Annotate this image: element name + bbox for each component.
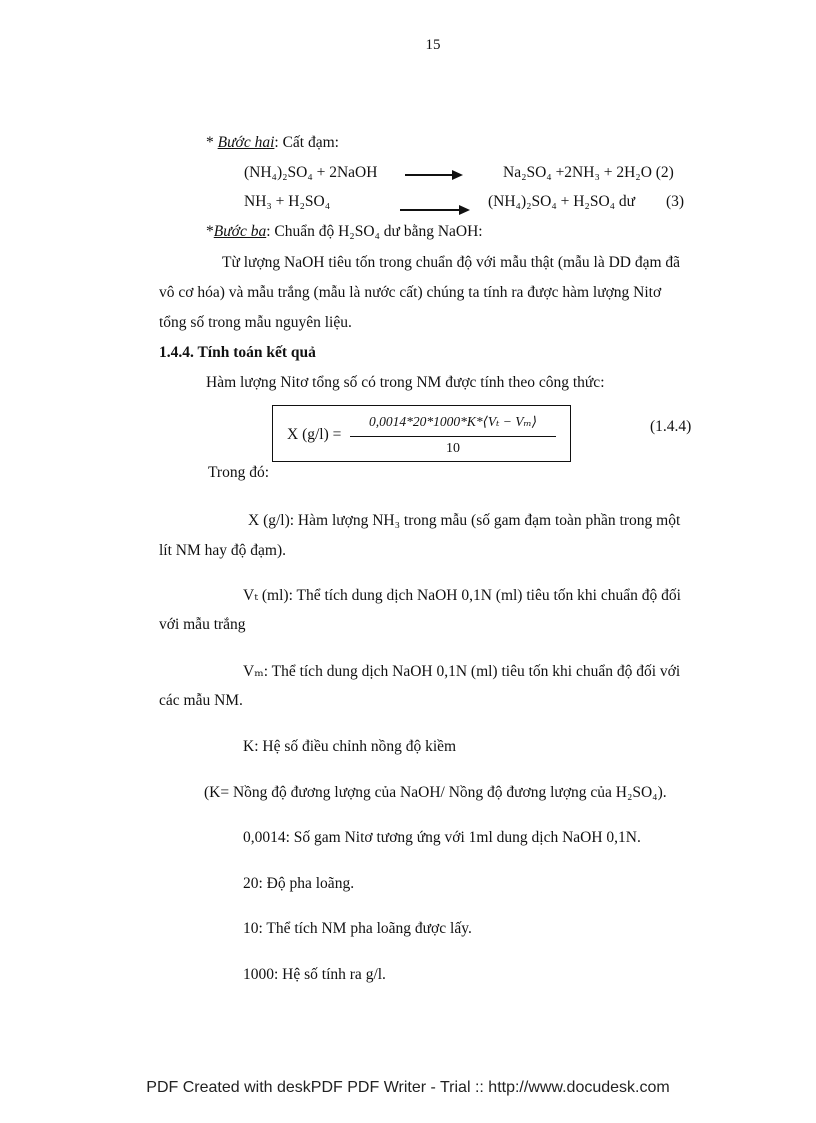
pdf-footer: PDF Created with deskPDF PDF Writer - Trial :: http://www.docudesk.com	[146, 1079, 670, 1096]
page-number: 15	[425, 37, 441, 53]
definition-20: 20: Độ pha loãng.	[243, 875, 355, 892]
definition-k-explain: (K= Nồng độ đương lượng của NaOH/ Nồng độ đương lượng của H₂SO₄).	[204, 784, 667, 801]
definition-vm-line-1: Vₘ: Thể tích dung dịch NaOH 0,1N (ml) tiêu tốn khi chuẩn độ đối với	[243, 663, 681, 680]
definition-k: K: Hệ số điều chỉnh nồng độ kiềm	[243, 738, 457, 755]
definition-x-line-1: X (g/l): Hàm lượng NH₃ trong mẫu (số gam đạm toàn phần trong một	[248, 512, 681, 529]
where-label: Trong đó:	[208, 464, 270, 481]
reaction-2-lhs: (NH₄)₂SO₄ + 2NaOH	[244, 164, 378, 181]
step-three-text: : Chuẩn độ H₂SO₄ dư bằng NaOH:	[266, 223, 483, 240]
step-three-label: Bước ba	[213, 223, 267, 240]
step-two-line	[206, 134, 339, 152]
reaction-arrow-icon	[400, 209, 467, 211]
definition-1000: 1000: Hệ số tính ra g/l.	[243, 966, 386, 983]
reaction-3-number: (3)	[666, 193, 685, 210]
paragraph-line-2: vô cơ hóa) và mẫu trắng (mẫu là nước cất) chúng ta tính ra được hàm lượng Nitơ	[159, 284, 662, 301]
paragraph-line-3: tổng số trong mẫu nguyên liệu.	[159, 314, 352, 331]
step-three-line	[206, 223, 483, 241]
definition-x-line-2: lít NM hay độ đạm).	[159, 542, 286, 559]
step-two-label: Bước hai	[217, 134, 275, 151]
step-two-prefix: *	[206, 134, 218, 151]
definition-vt-line-2: với mẫu trắng	[159, 616, 246, 633]
reaction-arrow-icon	[405, 174, 460, 176]
definition-0014: 0,0014: Số gam Nitơ tương ứng với 1ml dung dịch NaOH 0,1N.	[243, 829, 641, 846]
section-heading: 1.4.4. Tính toán kết quả	[159, 344, 316, 361]
paragraph-line-1: Từ lượng NaOH tiêu tốn trong chuẩn độ với mẫu thật (mẫu là DD đạm đã	[222, 254, 681, 271]
step-two-text: : Cất đạm:	[274, 134, 339, 151]
formula-denominator: 10	[446, 441, 460, 456]
formula-intro: Hàm lượng Nitơ tổng số có trong NM được tính theo công thức:	[206, 374, 605, 391]
definition-10: 10: Thể tích NM pha loãng được lấy.	[243, 920, 472, 937]
definition-vm-line-2: các mẫu NM.	[159, 692, 243, 709]
formula-numerator: 0,0014*20*1000*K*⟨Vₜ − Vₘ⟩	[368, 414, 538, 429]
equation-number: (1.4.4)	[650, 418, 692, 435]
reaction-3-rhs: (NH₄)₂SO₄ + H₂SO₄ dư	[488, 193, 636, 210]
reaction-2-rhs: Na₂SO₄ +2NH₃ + 2H₂O (2)	[503, 164, 674, 181]
reaction-3-lhs: NH₃ + H₂SO₄	[244, 193, 331, 210]
step-three-prefix: *	[206, 223, 214, 240]
definition-vt-line-1: Vₜ (ml): Thể tích dung dịch NaOH 0,1N (ml) tiêu tốn khi chuẩn độ đối	[243, 587, 681, 604]
fraction-line	[350, 436, 556, 437]
formula-lhs: X (g/l) =	[287, 426, 342, 443]
